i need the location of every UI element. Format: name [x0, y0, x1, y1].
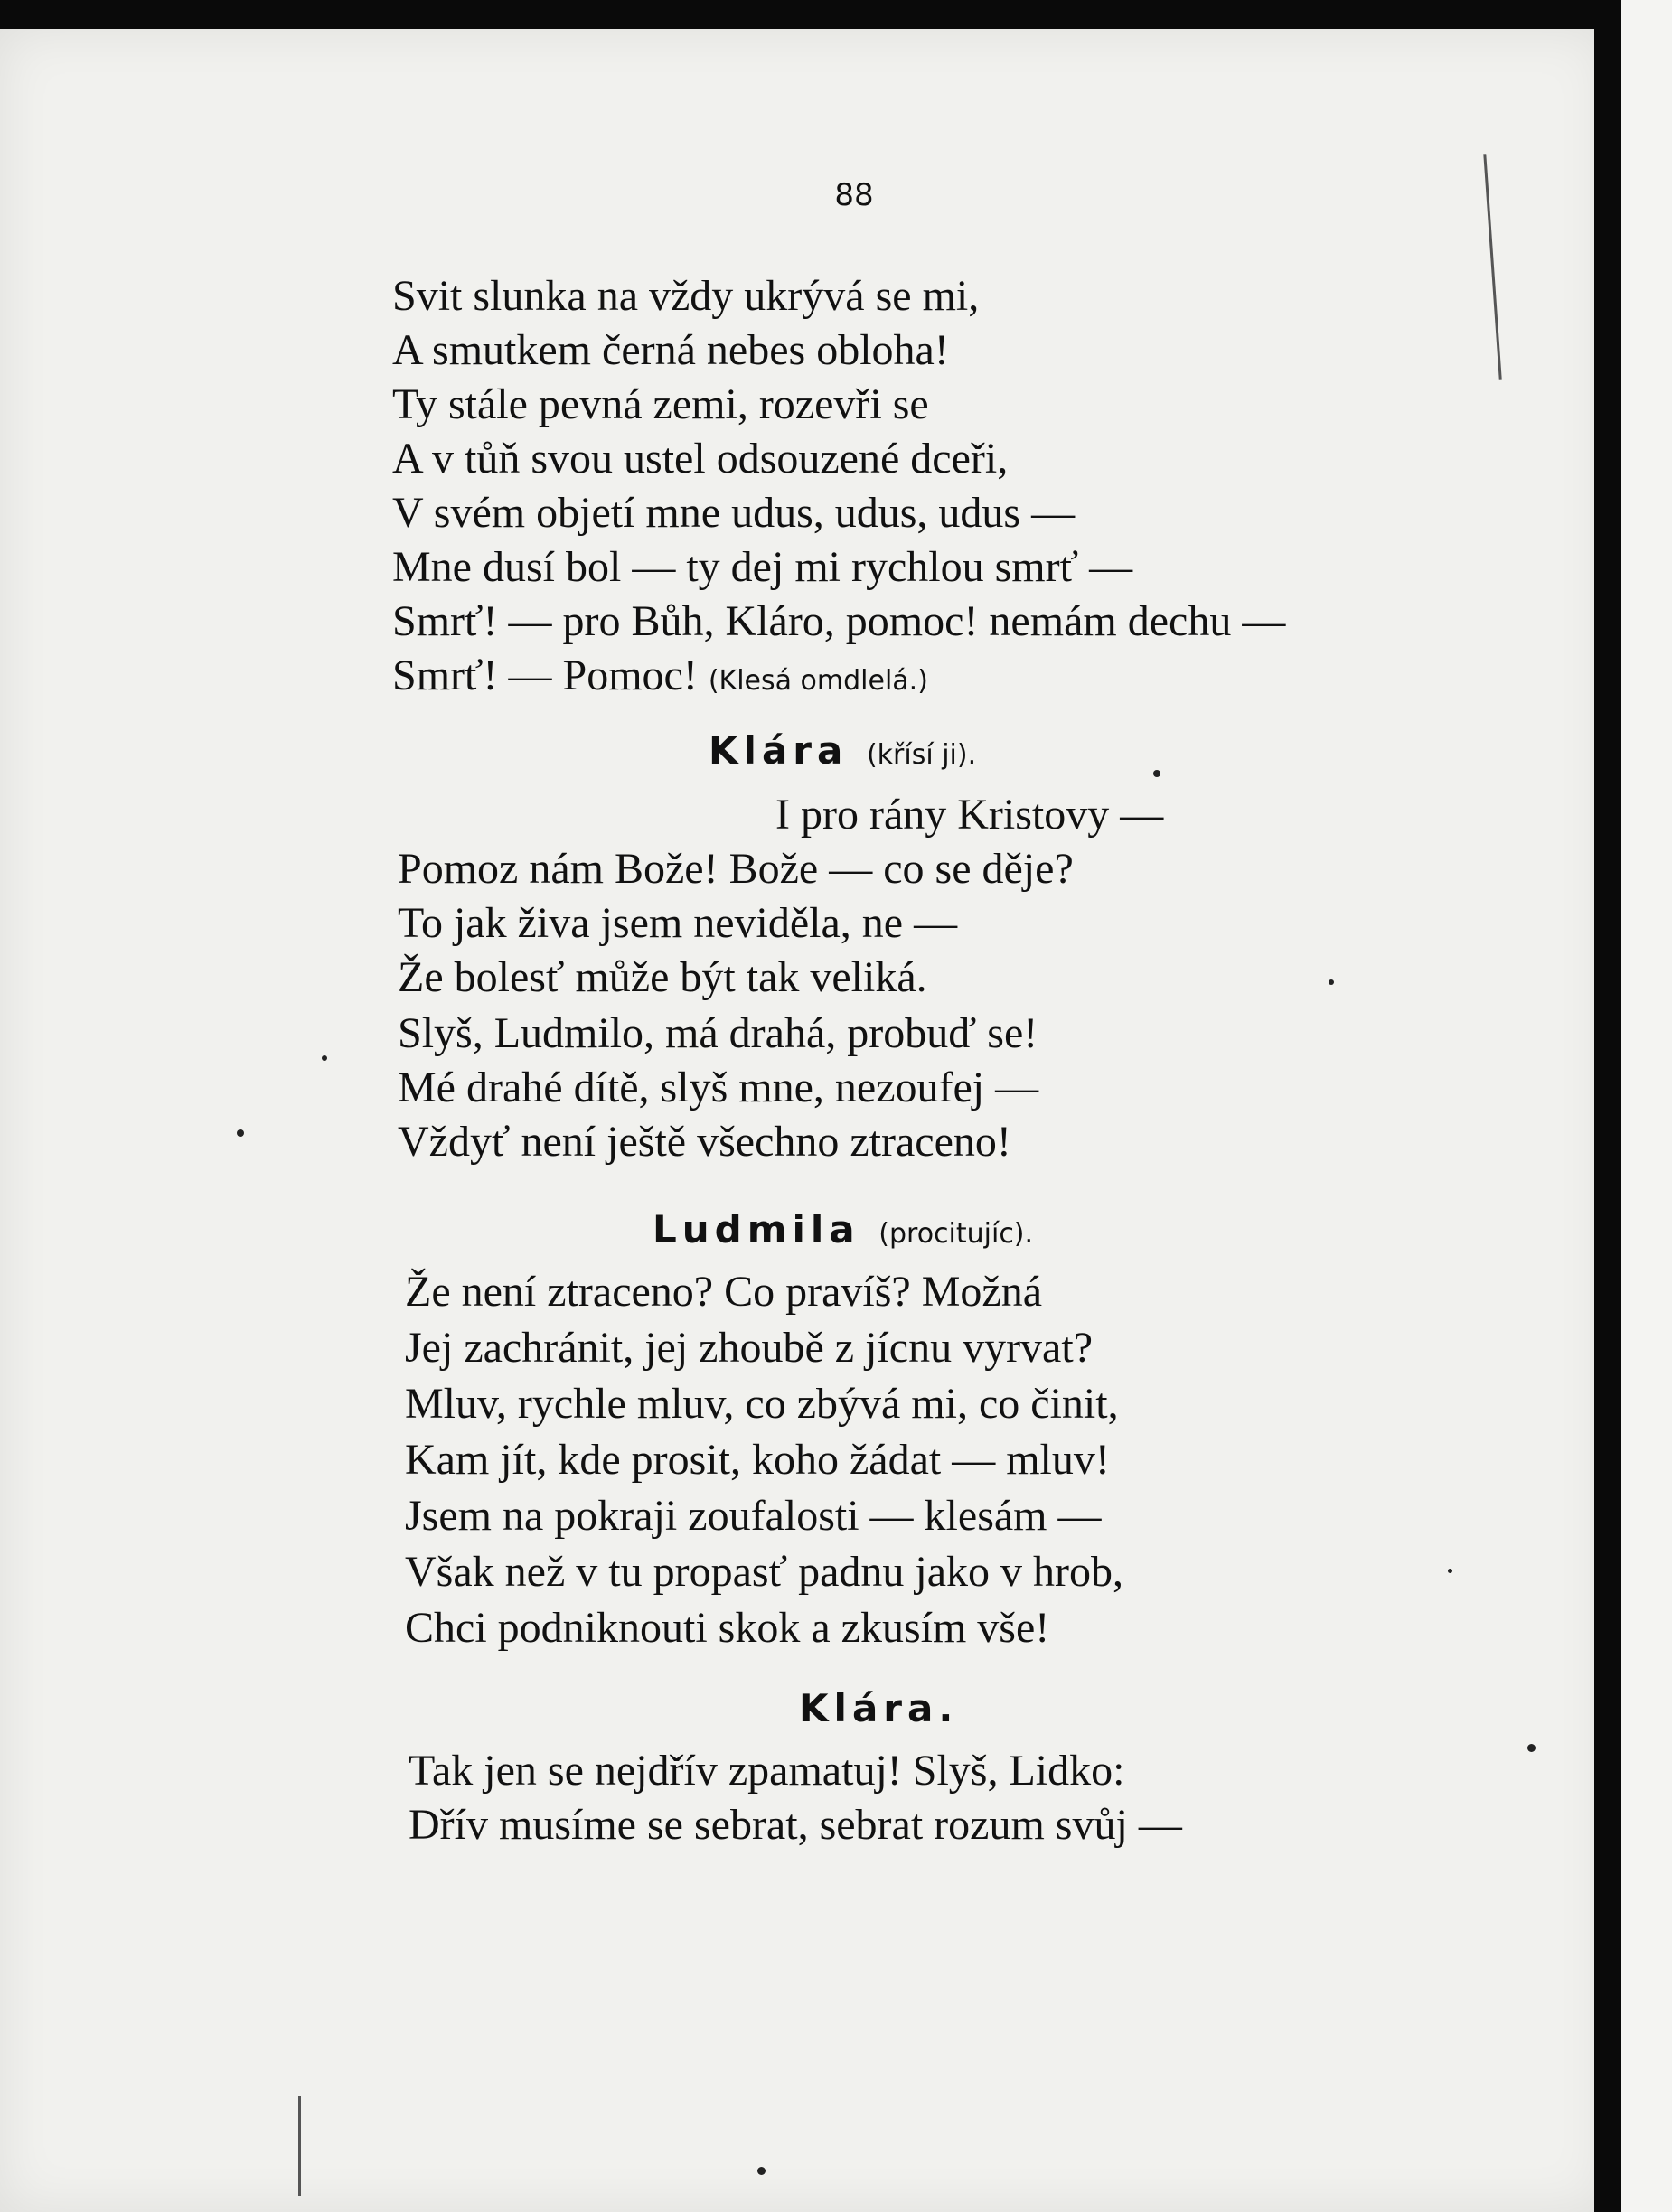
verse-line: Svit slunka na vždy ukrývá se mi, — [392, 272, 980, 320]
page-number: 88 — [834, 177, 874, 213]
verse-line: Mé drahé dítě, slyš mne, nezoufej — — [398, 1064, 1039, 1111]
verse-line: Ty stále pevná zemi, rozevři se — [392, 380, 929, 428]
verse-line: A v tůň svou ustel odsouzené dceři, — [392, 435, 1009, 483]
speaker-name: Ludmila — [653, 1207, 860, 1251]
speaker-heading — [709, 728, 976, 773]
verse-line: I pro rány Kristovy — — [775, 791, 1164, 839]
verse-line: A smutkem černá nebes obloha! — [392, 326, 949, 374]
verse-line: Pomoz nám Bože! Bože — co se děje? — [398, 845, 1074, 893]
stage-direction: (křísí ji). — [866, 739, 977, 771]
verse-line: Mne dusí bol — ty dej mi rychlou smrť — — [392, 543, 1133, 591]
verse-line-text: Smrť! — Pomoc! — [392, 651, 698, 699]
verse-line: To jak živa jsem neviděla, ne — — [398, 899, 958, 947]
verse-line: Tak jen se nejdřív zpamatuj! Slyš, Lidko: — [409, 1747, 1125, 1795]
speaker-heading — [653, 1207, 1033, 1251]
verse-line: Však než v tu propasť padnu jako v hrob, — [405, 1548, 1123, 1596]
verse-line: Mluv, rychle mluv, co zbývá mi, co činit, — [405, 1380, 1119, 1428]
stage-direction: (Klesá omdlelá.) — [708, 665, 928, 697]
verse-line: Dřív musíme se sebrat, sebrat rozum svůj — — [409, 1801, 1182, 1849]
verse-line: Vždyť není ještě všechno ztraceno! — [398, 1118, 1011, 1166]
verse-line: Chci podniknouti skok a zkusím vše! — [405, 1604, 1050, 1652]
verse-line: Slyš, Ludmilo, má drahá, probuď se! — [398, 1009, 1038, 1057]
speaker-heading — [799, 1686, 958, 1730]
verse-line: Jsem na pokraji zoufalosti — klesám — — [405, 1492, 1102, 1540]
verse-line: Jej zachránit, jej zhoubě z jícnu vyrvat? — [405, 1324, 1093, 1372]
verse-line: Smrť! — pro Bůh, Kláro, pomoc! nemám dechu — — [392, 597, 1286, 645]
speaker-name: Klára. — [799, 1686, 959, 1730]
verse-line: Kam jít, kde prosit, koho žádat — mluv! — [405, 1436, 1110, 1484]
verse-line: Že bolesť může být tak veliká. — [398, 953, 927, 1001]
verse-line: Že není ztraceno? Co pravíš? Možná — [405, 1268, 1043, 1316]
speaker-name: Klára — [709, 728, 849, 773]
stage-direction: (procitujíc). — [878, 1218, 1034, 1250]
next-page-edge — [1618, 0, 1672, 2212]
verse-line: V svém objetí mne udus, udus, udus — — [392, 489, 1076, 537]
verse-line — [392, 651, 928, 699]
